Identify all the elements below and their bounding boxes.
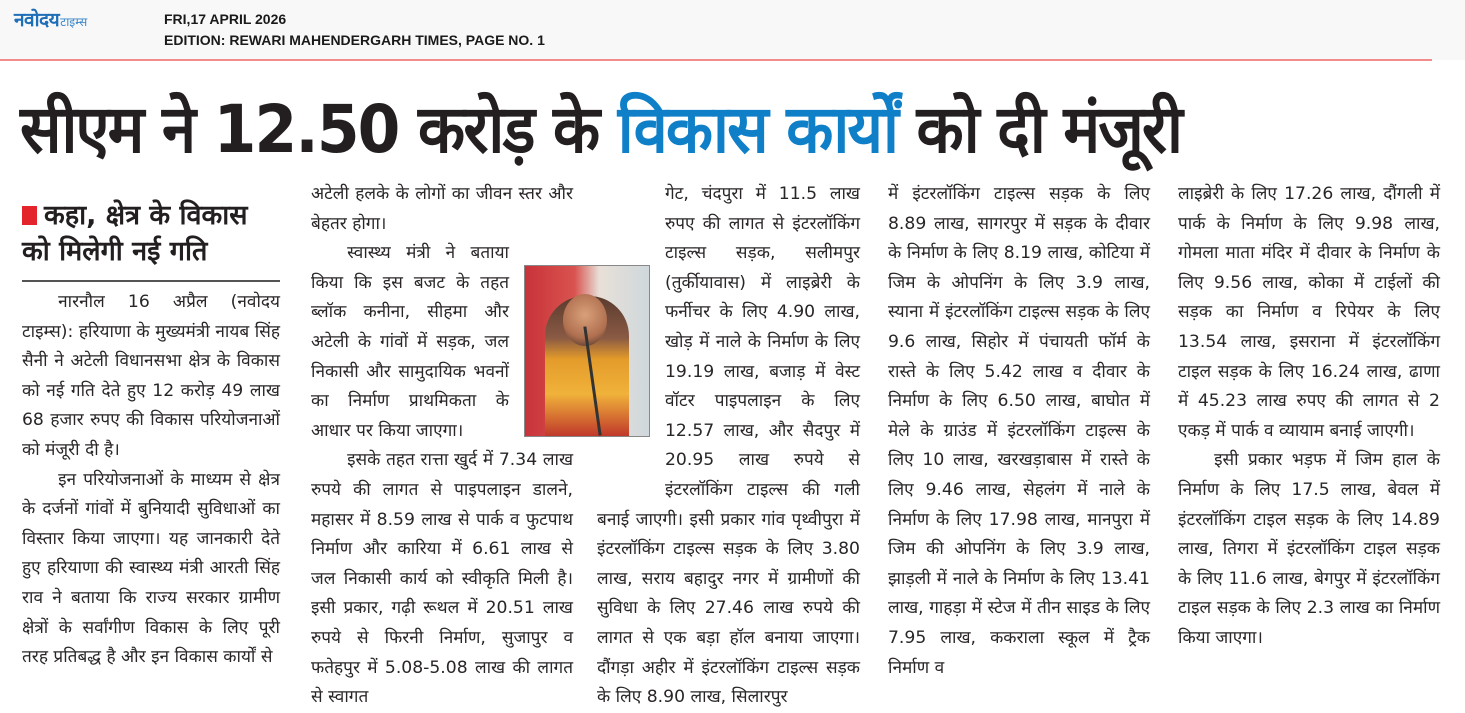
- paragraph: लाइब्रेरी के लिए 17.26 लाख, दौंगली में पार्क के निर्माण के लिए 9.98 लाख, गोमला माता मंदिर में दीवार के निर्माण के लिए 9.56 लाख, कोका में टाईलों की सड़क का निर्माण व रिपेयर के लिए 13.54 लाख, इसराना में इंटरलॉकिंग टाइल सड़क के लिए 16.24 लाख, ढाणा में 45.23 लाख रुपए की लागत से 2 एकड़ में पार्क व व्यायाम बनाई जाएगी।: [1178, 184, 1440, 441]
- paragraph: अटेली हलके के लोगों का जीवन स्तर और बेहतर होगा।: [311, 184, 573, 234]
- kicker-text: कहा, क्षेत्र के विकास को मिलेगी नई गति: [22, 200, 248, 267]
- photo-wrap-spacer: [597, 240, 665, 502]
- article-column-4: [888, 180, 1150, 683]
- article-headline: [20, 84, 1350, 176]
- paragraph: इन परियोजनाओं के माध्यम से क्षेत्र के दर्जनों गांवों में बुनियादी सुविधाओं का विस्तार किया जाएगा। यह जानकारी देते हुए हरियाणा की स्वास्थ्य मंत्री आरती सिंह राव ने बताया कि राज्य सरकार ग्रामीण क्षेत्रों के सर्वांगीण विकास के लिए पूरी तरह प्रतिबद्ध है और इन विकास कार्यों से: [22, 469, 280, 668]
- paragraph: इसी प्रकार भड़फ में जिम हाल के निर्माण के लिए 17.5 लाख, बेवल में इंटरलॉकिंग टाइल सड़क के लिए 14.89 लाख, तिगरा में इंटरलॉकिंग टाइल सड़क के लिए 11.6 लाख, बेगपुर में इंटरलॉकिंग टाइल सड़क के लिए 2.3 लाख का निर्माण किया जाएगा।: [1178, 450, 1440, 648]
- paragraph: इसके तहत रात्ता खुर्द में 7.34 लाख रुपये की लागत से पाइपलाइन डालने, महासर में 8.59 लाख से पार्क व फुटपाथ निर्माण और कारिया में 6.61 लाख से जल निकासी कार्य को स्वीकृति मिली है। इसी प्रकार, गढ़ी रूथल में 20.51 लाख रुपये से फिरनी निर्माण, सुजापुर व फतेहपुर में 5.08-5.08 लाख की लागत से स्वागत: [311, 450, 573, 708]
- edition-date: FRI,17 APRIL 2026: [164, 11, 287, 27]
- paragraph: गेट, चंदपुरा में 11.5 लाख रुपए की लागत से इंटरलॉकिंग टाइल्स सड़क, सलीमपुर (तुर्कीयावास) में लाइब्रेरी के फर्नीचर के लिए 4.90 लाख, खोड़ में नाले के निर्माण के लिए 19.19 लाख, बजाड़ में वेस्ट वॉटर पाइपलाइन के लिए 12.57 लाख, और सैदपुर में 20.95 लाख रुपये से इंटरलॉकिंग टाइल्स की गली बनाई जाएगी। इसी प्रकार गांव पृथ्वीपुरा में इंटरलॉकिंग टाइल्स सड़क के लिए 3.80 लाख, सराय बहादुर नगर में ग्रामीणों की सुविधा के लिए 27.46 लाख रुपये की लागत से एक बड़ा हॉल बनाया जाएगा। दौंगड़ा अहीर में इंटरलॉकिंग टाइल्स सड़क के लिए 8.90 लाख, सिलारपुर: [597, 184, 860, 708]
- edition-name: EDITION: REWARI MAHENDERGARH TIMES, PAGE NO. 1: [164, 32, 545, 48]
- article-column-1: [22, 180, 280, 673]
- article-column-3: [597, 180, 860, 713]
- edition-header: [0, 0, 1465, 60]
- paragraph: में इंटरलॉकिंग टाइल्स सड़क के लिए 8.89 लाख, सागरपुर में सड़क के दीवार के निर्माण के लिए 8.19 लाख, कोटिया में जिम के ओपनिंग के लिए 3.9 लाख, स्याना में इंटरलॉकिंग टाइल्स सड़क के लिए 9.6 लाख, सिहोर में पंचायती फॉर्म के रास्ते के लिए 5.42 लाख व दीवार के निर्माण के लिए 6.50 लाख, बाघोत में मेले के ग्राउंड में इंटरलॉकिंग टाइल्स के लिए 10 लाख, खरखड़ाबास में रास्ते के लिए 9.46 लाख, सेहलंग में नाले के निर्माण के लिए 17.98 लाख, मानपुरा में जिम की ओपनिंग के लिए 3.9 लाख, झाड़ली में नाले के निर्माण के लिए 13.41 लाख, गाहड़ा में स्टेज में तीन साइड के लिए 7.95 लाख, ककराला स्कूल में ट्रैक निर्माण व: [888, 184, 1150, 678]
- article-column-2: [311, 180, 573, 713]
- headline-highlight: विकास कार्यों: [617, 91, 898, 168]
- logo-sub-text: टाइम्स: [60, 15, 88, 29]
- newspaper-logo[interactable]: [14, 9, 87, 31]
- paragraph: नारनौल 16 अप्रैल (नवोदय टाइम्स): हरियाणा के मुख्यमंत्री नायब सिंह सैनी ने अटेली विधानसभा क्षेत्र के विकास को नई गति देते हुए 12 करोड़ 49 लाख 68 हजार रुपए की विकास परियोजनाओं को मंजूरी दी है।: [22, 292, 280, 460]
- logo-main-text: नवोदय: [14, 9, 60, 31]
- header-divider: [0, 59, 1432, 61]
- article-column-5: [1178, 180, 1440, 654]
- edition-info: [164, 9, 545, 51]
- headline-post: को दी मंजूरी: [897, 91, 1182, 168]
- article-kicker: [22, 180, 280, 282]
- paragraph: स्वास्थ्य मंत्री ने बताया किया कि इस बजट के तहत ब्लॉक कनीना, सीहमा और अटेली के गांवों में सड़क, जल निकासी और सामुदायिक भवनों का निर्माण प्राथमिकता के आधार पर किया जाएगा।: [311, 243, 509, 441]
- red-square-bullet-icon: [22, 206, 37, 225]
- headline-pre: सीएम ने 12.50 करोड़ के: [20, 91, 618, 168]
